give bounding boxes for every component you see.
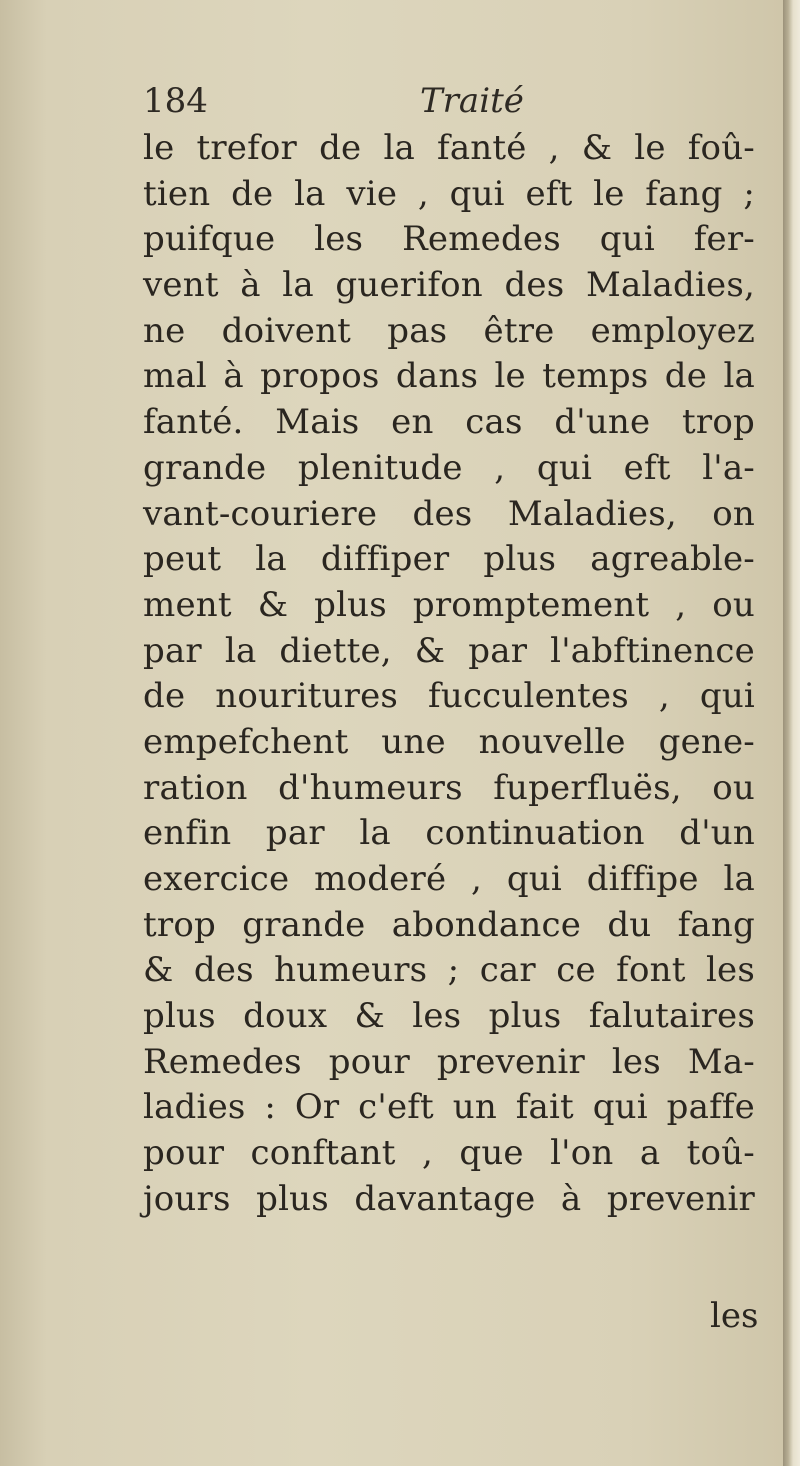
text-line: trop grande abondance du fang xyxy=(143,904,755,945)
page-number: 184 xyxy=(143,81,208,121)
catchword: les xyxy=(710,1296,759,1336)
body-text xyxy=(143,126,755,1223)
text-line: mal à propos dans le temps de la xyxy=(143,356,755,397)
text-line: vent à la guerifon des Maladies, xyxy=(143,265,755,306)
text-line: ment & plus promptement , ou xyxy=(143,584,755,625)
text-line: par la diette, & par l'abftinence xyxy=(143,630,755,671)
text-line: de nouritures fucculentes , qui xyxy=(143,676,755,717)
page-edge xyxy=(783,0,800,1466)
text-line: jours plus davantage à prevenir xyxy=(143,1178,755,1219)
page-header xyxy=(143,76,743,126)
text-line: enfin par la continuation d'un xyxy=(143,813,755,854)
text-line: pour conftant , que l'on a toû- xyxy=(143,1133,755,1174)
text-line: empefchent une nouvelle gene- xyxy=(143,721,755,762)
text-line: le trefor de la fanté , & le foû- xyxy=(143,128,755,168)
text-line: vant-couriere des Maladies, on xyxy=(143,493,755,534)
text-line: grande plenitude , qui eft l'a- xyxy=(143,447,755,488)
text-line: peut la diffiper plus agreable- xyxy=(143,539,755,580)
text-line: tien de la vie , qui eft le fang ; xyxy=(143,173,755,214)
text-line: & des humeurs ; car ce font les xyxy=(143,950,755,991)
text-line: ne doivent pas être employez xyxy=(143,310,755,351)
text-line: puifque les Remedes qui fer- xyxy=(143,219,755,260)
text-line: ration d'humeurs fuperfluës, ou xyxy=(143,767,755,808)
text-line: Remedes pour prevenir les Ma- xyxy=(143,1041,755,1082)
text-line: ladies : Or c'eft un fait qui paffe xyxy=(143,1087,755,1128)
text-line: fanté. Mais en cas d'une trop xyxy=(143,402,755,443)
text-line: plus doux & les plus falutaires xyxy=(143,996,755,1037)
text-line: exercice moderé , qui diffipe la xyxy=(143,859,755,899)
running-head: Traité xyxy=(420,81,524,121)
